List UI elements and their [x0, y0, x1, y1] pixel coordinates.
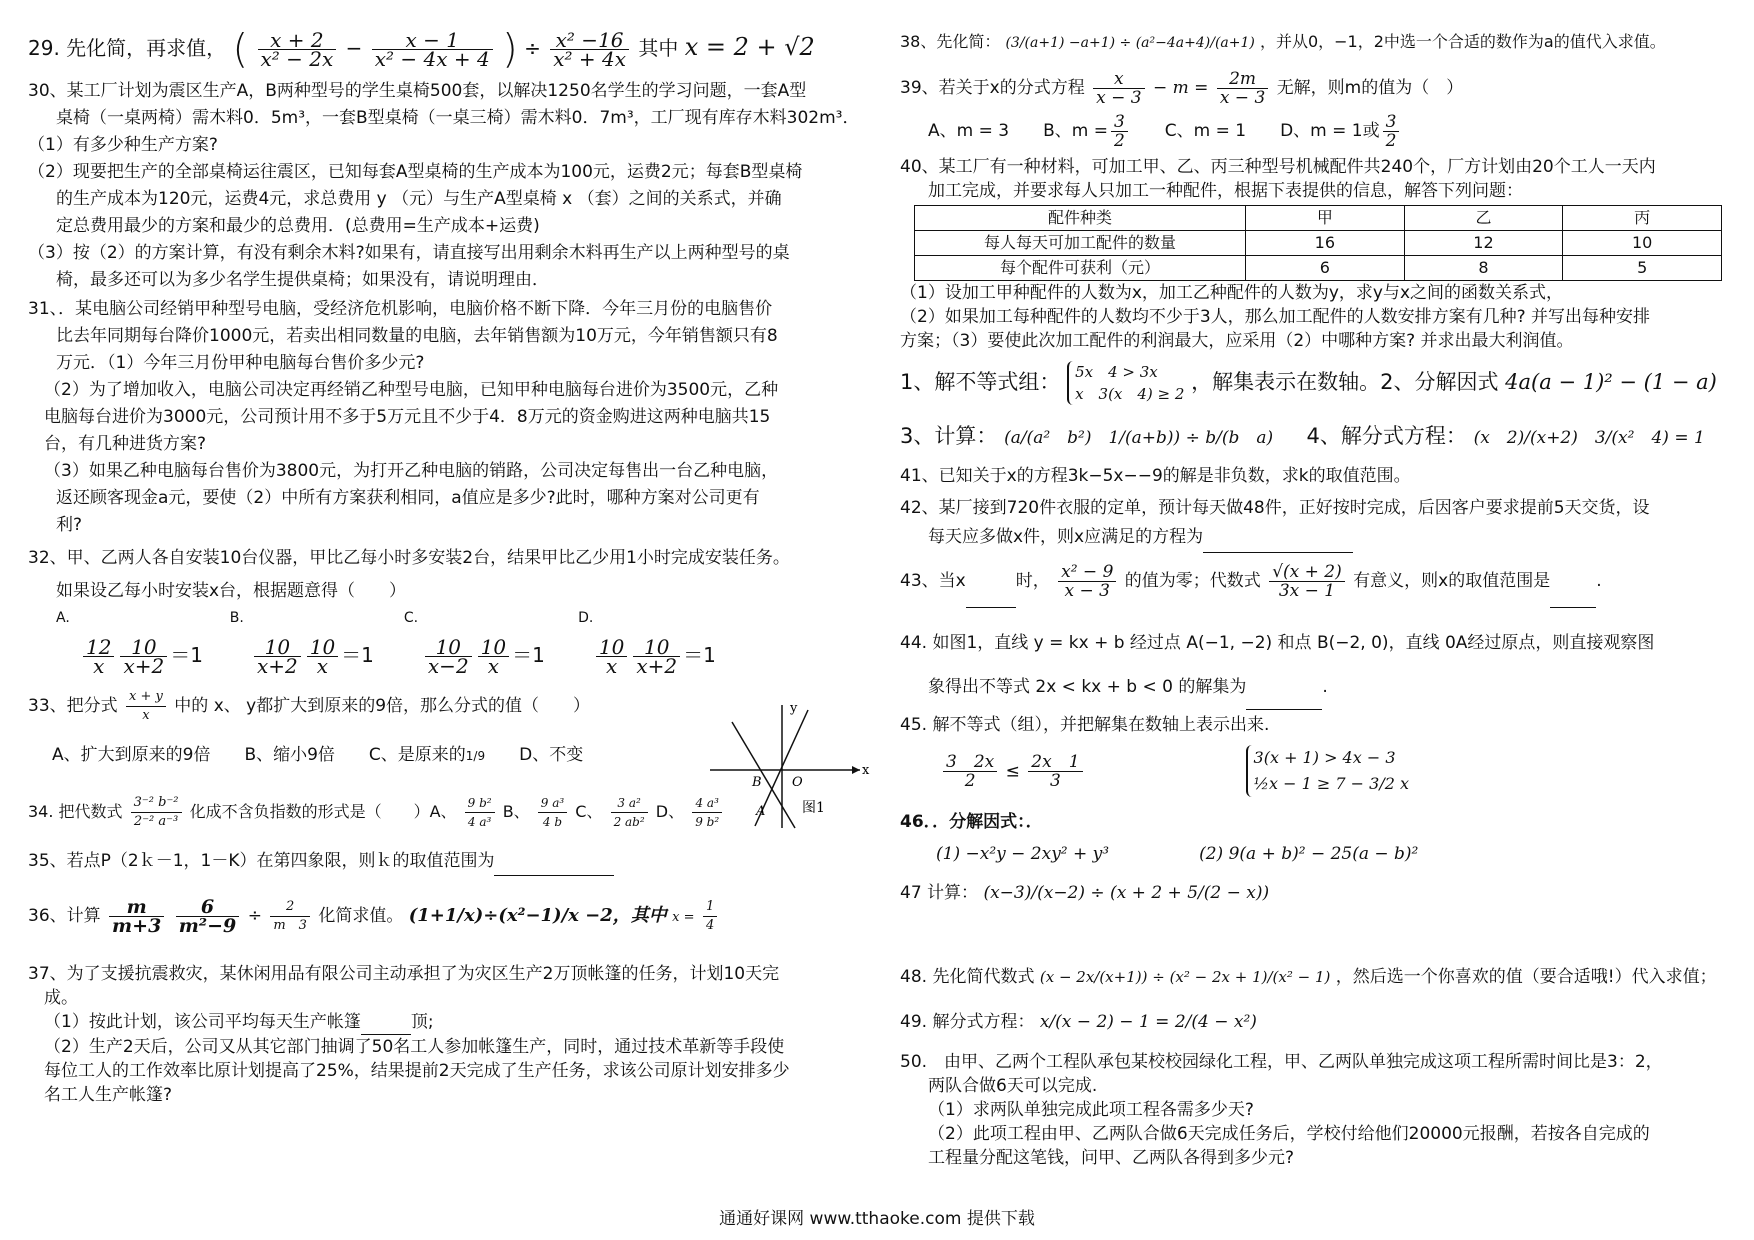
q32-option-a[interactable]: $\frac{12}{x}$ $\frac{10}{x+2}$ ＝1: [80, 638, 203, 675]
q32-options: [28, 632, 868, 680]
q45-system: 3(x + 1) > 4x − 3 ½x − 1 ≥ 7 − 3/2 x: [1246, 745, 1409, 797]
question-29: 29. 先化简，再求值， ( $\frac{x + 2}{\text{x² − 2x}}$ − $\frac{x - 1}{\text{x² − 4x + 4}}$ ) ÷ $\frac{\text{x² −16}}{\text{x² + 4x}}$ 其中 x = 2 + √2: [28, 26, 815, 73]
q39-option-a[interactable]: A、m = 3: [928, 121, 1010, 141]
question-45: 45. 解不等式（组），并把解集在数轴上表示出来.: [900, 715, 1270, 735]
q34-option-b[interactable]: $\frac{\text{9 a³}}{4 b}$: [538, 794, 567, 831]
q32-option-c[interactable]: $\frac{10}{x-2}$ $\frac{10}{x}$ ＝1: [422, 638, 545, 675]
question-49: 49. 解分式方程： x/(x − 2) − 1 = 2/(4 − x²): [900, 1012, 1257, 1032]
page-footer: 通通好课网 www.tthaoke.com 提供下载: [719, 1209, 1035, 1229]
q34-option-a[interactable]: $\frac{\text{9 b²}}{\text{4 a³}}$: [465, 794, 495, 831]
left-column: [28, 22, 868, 1109]
q46-parts: [900, 838, 1730, 870]
axis-x-label: x: [862, 763, 870, 778]
q34-option-d[interactable]: $\frac{\text{4 a³}}{\text{9 b²}}$: [692, 794, 722, 831]
table-cell: 每个配件可获利（元）: [915, 256, 1246, 281]
paren-close: ): [502, 26, 518, 73]
table-row: [915, 256, 1722, 281]
question-37: 37、为了支援抗震救灾，某休闲用品有限公司主动承担了为灾区生产2万顶帐篷的任务，计划10天完 成。 （1）按此计划，该公司平均每天生产帐篷 顶; （2）生产2天后，公司又从其它部门抽调了50名工人参加帐篷生产，同时，通过技术革新等手段使 每位工人的工作效率比原计划提高了25%，结果提前2天完成了生产任务，求该公司原计划安排多少 名工人生产帐篷?: [28, 964, 790, 1105]
table-cell: 16: [1246, 231, 1405, 256]
x-axis-arrow: [852, 766, 860, 774]
table-header-cell: 丙: [1563, 206, 1722, 231]
q37-answer-blank[interactable]: [361, 1010, 411, 1035]
q39-option-b[interactable]: B、m = $\frac{3}{2}$: [1043, 109, 1131, 153]
question-42: 42、某厂接到720件衣服的定单，预计每天做48件，正好按时完成，后因客户要求提前5天交货，设 每天应多做x件，则x应满足的方程为: [900, 494, 1730, 553]
table-row: [915, 231, 1722, 256]
right-column: [900, 28, 1730, 1172]
q44-answer-blank[interactable]: [1246, 665, 1322, 710]
table-cell: 12: [1404, 231, 1563, 256]
q1-system: 5x 4 > 3x x 3(x 4) ≥ 2: [1067, 361, 1184, 405]
table-cell: 5: [1563, 256, 1722, 281]
q32-option-b-label: B.: [229, 610, 244, 626]
q47-expression: (x−3)/(x−2) ÷ (x + 2 + 5/(2 − x)): [983, 883, 1270, 903]
q48-expression: (x − 2x/(x+1)) ÷ (x² − 2x + 1)/(x² − 1): [1039, 968, 1331, 986]
figure-1: [710, 700, 870, 830]
question-41: 41、已知关于x的方程3k−5x−−9的解是非负数，求k的取值范围。: [900, 466, 1411, 486]
figure-caption: 图1: [802, 800, 825, 816]
q29-prefix: 29. 先化简，再求值，: [28, 36, 227, 60]
axis-y-label: y: [790, 701, 798, 716]
q2-expression: 4a(a − 1)² − (1 − a): [1505, 370, 1717, 394]
table-cell: 6: [1246, 256, 1405, 281]
question-46: 46．．分解因式：．: [900, 812, 1043, 832]
q39-option-c[interactable]: C、m = 1: [1164, 121, 1247, 141]
table-cell: 每人每天可加工配件的数量: [915, 231, 1246, 256]
question-34: 34. 把代数式 $\frac{\text{3⁻² b⁻²}}{\text{2⁻² a⁻³}}$ 化成不含负指数的形式是（ ）A、 $\frac{\text{9 b²}}{\text{4 a³}}$ B、 $\frac{\text{9 a³}}{4 b}$ C、 $\frac{\text{3 a²}}{\text{2 ab²}}$ D、 $\frac{\text{4 a³}}{\text{9 b²}}$: [28, 790, 868, 834]
parts-table: [914, 205, 1722, 281]
table-header-row: [915, 206, 1722, 231]
q34-option-c[interactable]: $\frac{\text{3 a²}}{\text{2 ab²}}$: [611, 794, 648, 831]
origin-label: O: [792, 775, 803, 790]
q33-fraction-ninth: 1/9: [465, 749, 486, 763]
question-43: 43、当x 时， $\frac{\text{x² − 9}}{x - 3}$ 的值为零；代数式 $\frac{√(x + 2)}{3x - 1}$ 有意义，则x的取值范围是 .: [900, 555, 1730, 607]
q39-options: [900, 109, 1730, 153]
q29-frac-a: $\frac{x + 2}{\text{x² − 2x}}$: [258, 31, 337, 68]
q4-expression: (x 2)/(x+2) 3/(x² 4) = 1: [1473, 428, 1705, 448]
q36-expression: (1+1/x)÷(x²−1)/x −2，其中: [408, 905, 667, 926]
table-header-cell: 配件种类: [915, 206, 1246, 231]
q33-frac: $\frac{x + y}{x}$: [126, 688, 166, 725]
question-47: 47 计算： (x−3)/(x−2) ÷ (x + 2 + 5/(2 − x)): [900, 883, 1270, 903]
q46-part-2: (2) 9(a + b)² − 25(a − b)²: [1199, 843, 1419, 864]
question-36: 36、计算 $\frac{m}{m+3}$ $\frac{6}{\text{m²−9}}$ ÷ $\frac{2}{m 3}$ 化简求值。 (1+1/x)÷(x²−1)/x −2，其中 x = $\frac{1}{4}$: [28, 892, 868, 940]
q32-option-b[interactable]: $\frac{10}{x+2}$ $\frac{10}{x}$ ＝1: [251, 638, 374, 675]
table-cell: 10: [1563, 231, 1722, 256]
q39-option-d[interactable]: D、m = 1或 $\frac{3}{2}$: [1280, 109, 1402, 153]
q29-frac-b: $\frac{x - 1}{\text{x² − 4x + 4}}$: [372, 31, 493, 68]
point-b-label: B: [752, 775, 762, 790]
q32-option-d[interactable]: $\frac{10}{x}$ $\frac{10}{x+2}$ ＝1: [593, 638, 716, 675]
q43-blank-1[interactable]: [966, 555, 1016, 608]
question-31: 31、．某电脑公司经销甲种型号电脑，受经济危机影响，电脑价格不断下降．今年三月份的电脑售价 比去年同期每台降价1000元，若卖出相同数量的电脑，去年销售额为10万元，今年销售额只有8 万元．（1）今年三月份甲种电脑每台售价多少元? （2）为了增加收入，电脑公司决定再经销乙种型号电脑，已知甲种电脑每台进价为3500元，乙种 电脑每台进价为3000元，公司预计用不多于5万元且不少于4．8万元的资金购进这两种电脑共15 台，有几种进货方案? （3）如果乙种电脑每台售价为3800元，为打开乙种电脑的销路，公司决定每售出一台乙种电脑， 返还顾客现金a元，要使（2）中所有方案获利相同，a值应是多少?此时，哪种方案对公司更有 利?: [28, 299, 779, 535]
paren-open: (: [232, 26, 249, 73]
question-3-4: 3、计算： (a/(a² b²) 1/(a+b)) ÷ b/(b a) 4、解分式方程： (x 2)/(x+2) 3/(x² 4) = 1: [900, 424, 1705, 448]
q42-answer-blank[interactable]: [1203, 523, 1353, 553]
question-30: 30、某工厂计划为震区生产A，B两种型号的学生桌椅500套，以解决1250名学生的学习问题，一套A型 桌椅（一桌两椅）需木料0．5m³，一套B型桌椅（一桌三椅）需木料0．7m³，工厂现有库存木料302m³． （1）有多少种生产方案? （2）现要把生产的全部桌椅运往震区，已知每套A型桌椅的生产成本为100元，运费2元；每套B型桌椅 的生产成本为120元，运费4元，求总费用 y （元）与生产A型桌椅 x （套）之间的关系式，并确 定总费用最少的方案和最少的总费用．(总费用=生产成本+运费) （3）按（2）的方案计算，有没有剩余木料?如果有，请直接写出用剩余木料再生产以上两种型号的桌 椅，最多还可以为多少名学生提供桌椅；如果没有，请说明理由．: [28, 81, 860, 290]
question-39: 39、若关于x的分式方程 $\frac{x}{x - 3}$ − m = $\frac{2m}{x - 3}$ 无解，则m的值为（ ） A、m = 3 B、m = $\frac{3}{2}$ C、m = 1 D、m = 1或 $\frac{3}{2}$: [900, 67, 1730, 153]
question-32: 32、甲、乙两人各自安装10台仪器，甲比乙每小时多安装2台，结果甲比乙少用1小时完成安装任务。 如果设乙每小时安装x台，根据题意得（ ） A. B. C. D. $\frac{12}{x}$ $\frac{10}{x+2}$ ＝1 $\frac{10}{x+2}$ $\frac{10}{x}$ ＝1 $\frac{10}{x-2}$ $\frac{10}{x}$ ＝1 $\frac{10}{x}$ $\frac{10}{x+2}$ ＝1: [28, 545, 868, 680]
point-a-label: A: [756, 804, 766, 819]
q32-option-d-label: D.: [578, 610, 594, 626]
table-header-cell: 乙: [1404, 206, 1563, 231]
question-33: 33、把分式 $\frac{x + y}{x}$ 中的 x、 y都扩大到原来的9倍，那么分式的值（ ） A、扩大到原来的9倍 B、缩小9倍 C、是原来的1/9 D、不变: [28, 688, 591, 765]
q45-part-a: $\frac{3 2x}{2}$ ≤ $\frac{2x 1}{3}$: [940, 753, 1086, 790]
q49-expression: x/(x − 2) − 1 = 2/(4 − x²): [1039, 1012, 1257, 1032]
table-header-cell: 甲: [1246, 206, 1405, 231]
q35-answer-blank[interactable]: [494, 848, 614, 876]
question-48: 48. 先化简代数式 (x − 2x/(x+1)) ÷ (x² − 2x + 1)/(x² − 1) ，然后选一个你喜欢的值（要合适哦!）代入求值；: [900, 967, 1717, 987]
q32-option-c-label: C.: [403, 610, 419, 626]
question-38: 38、先化简： (3/(a+1) −a+1) ÷ (a²−4a+4)/(a+1) ，并从0，−1，2中选一个合适的数作为a的值代入求值。: [900, 32, 1666, 51]
question-1-2: 1、解不等式组： 5x 4 > 3x x 3(x 4) ≥ 2 ，解集表示在数轴。2、分解因式 4a(a − 1)² − (1 − a): [900, 363, 1717, 403]
q3-expression: (a/(a² b²) 1/(a+b)) ÷ b/(b a): [1004, 428, 1274, 448]
q32-option-letters: [28, 605, 868, 632]
question-50: 50. 由甲、乙两个工程队承包某校校园绿化工程，甲、乙两队单独完成这项工程所需时间比是3：2， 两队合做6天可以完成. （1）求两队单独完成此项工程各需多少天? （2）此项工程由甲、乙两队合做6天完成任务后，学校付给他们20000元报酬，若按各自完成的 工程量分配这笔钱，问甲、乙两队各得到多少元?: [900, 1052, 1663, 1168]
table-cell: 8: [1404, 256, 1563, 281]
q29-value: x = 2 + √2: [684, 33, 815, 61]
q43-blank-2[interactable]: [1550, 555, 1596, 608]
question-35: 35、若点P（2ｋ－1，1－K）在第四象限，则ｋ的取值范围为: [28, 848, 868, 876]
question-44: 44. 如图1，直线 y = kx + b 经过点 A(−1, −2) 和点 B(−2, 0)，直线 0A经过原点，则直接观察图 象得出不等式 2x < kx + b < 0 的解集为 .: [900, 621, 1730, 710]
q45-parts: [900, 741, 1730, 801]
question-40: 40、某工厂有一种材料，可加工甲、乙、丙三种型号机械配件共240个，厂方计划由20个工人一天内 加工完成，并要求每人只加工一种配件，根据下表提供的信息，解答下列问题： 配件种类 甲 乙 丙 每人每天可加工配件的数量 16 12 10 每个配件可获利（元） 6 8 5 （1）设加工甲种配件的人数为x，加工乙种配件的人数为y，求y与x之间的函数关系式， （2）如果加工每种配件的人数均不少于3人，那么加工配件的人数安排方案有几种? 并写出每种安排 方案；（3）要使此次加工配件的利润最大，应采用（2）中哪种方案? 并求出最大利润值。: [900, 155, 1730, 353]
q29-frac-c: $\frac{\text{x² −16}}{\text{x² + 4x}}$: [550, 31, 629, 68]
q38-expression: (3/(a+1) −a+1) ÷ (a²−4a+4)/(a+1): [1005, 35, 1255, 51]
q46-part-1: (1) −x²y − 2xy² + y³: [936, 843, 1110, 864]
q32-option-a-label: A.: [56, 610, 70, 626]
